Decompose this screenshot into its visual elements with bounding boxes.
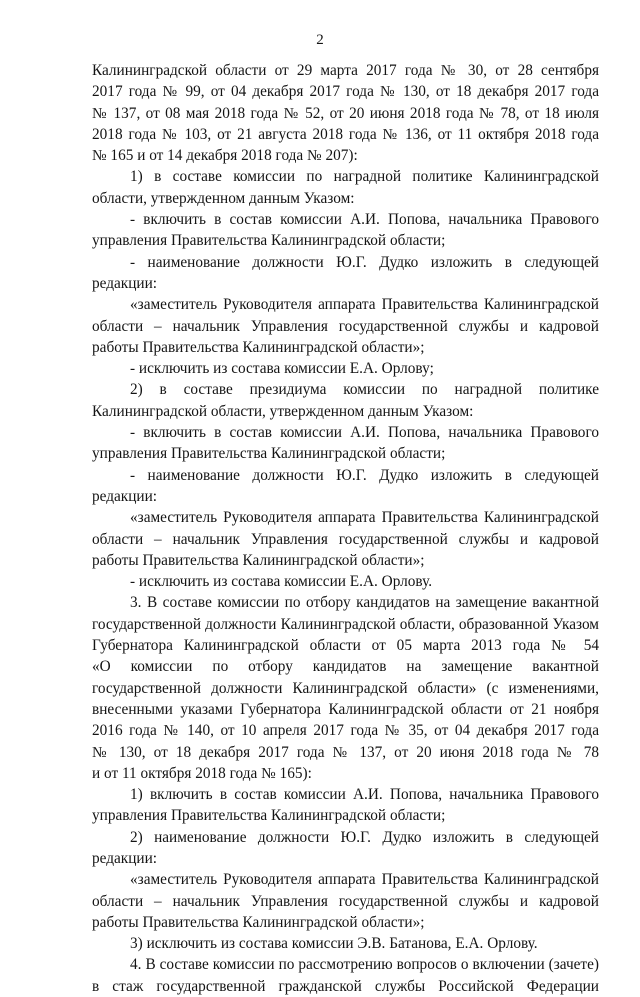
text-line: области – начальник Управления государственной службы и кадровой: [92, 317, 599, 335]
text-line: № 130, от 18 декабря 2017 года № 137, от 20 июня 2018 года № 78: [92, 743, 599, 761]
text-line: Калининградской области от 29 марта 2017 года № 30, от 28 сентября: [92, 62, 599, 79]
page-number: 2: [316, 32, 324, 48]
text-line: редакции:: [92, 274, 158, 292]
text-line: внесенными указами Губернатора Калининградской области от 21 ноября: [92, 700, 599, 718]
text-line: - наименование должности Ю.Г. Дудко изложить в следующей: [130, 253, 599, 271]
text-line: 2) наименование должности Ю.Г. Дудко изложить в следующей: [130, 828, 599, 846]
text-line: 2017 года № 99, от 04 декабря 2017 года № 130, от 18 декабря 2017 года: [92, 83, 599, 101]
text-line: «О комиссии по отбору кандидатов на замещение вакантной: [92, 658, 599, 676]
document-body: [92, 60, 599, 997]
text-line: - исключить из состава комиссии Е.А. Орлову.: [130, 573, 433, 591]
text-line: Губернатора Калининградской области от 05 марта 2013 года № 54: [92, 637, 599, 655]
text-line: государственной должности Калининградской области, образованной Указом: [92, 615, 599, 633]
text-line: - наименование должности Ю.Г. Дудко изложить в следующей: [130, 466, 599, 484]
text-line: - исключить из состава комиссии Е.А. Орлову;: [130, 360, 434, 378]
text-line: 1) в составе комиссии по наградной политике Калининградской: [130, 168, 599, 186]
text-line: области – начальник Управления государственной службы и кадровой: [92, 530, 599, 548]
text-line: управления Правительства Калининградской области;: [92, 807, 446, 825]
text-line: 1) включить в состав комиссии А.И. Попова, начальника Правового: [130, 786, 599, 804]
text-line: области – начальник Управления государственной службы и кадровой: [92, 892, 599, 910]
text-line: управления Правительства Калининградской области;: [92, 232, 446, 250]
text-line: «заместитель Руководителя аппарата Правительства Калининградской: [130, 296, 599, 314]
text-line: 2016 года № 140, от 10 апреля 2017 года № 35, от 04 декабря 2017 года: [92, 722, 599, 740]
text-line: работы Правительства Калининградской области»;: [92, 913, 425, 931]
text-line: 3) исключить из состава комиссии Э.В. Батанова, Е.А. Орлову.: [130, 935, 538, 953]
text-line: 2) в составе президиума комиссии по наградной политике: [130, 381, 599, 399]
text-line: государственной должности Калининградской области» (с изменениями,: [92, 679, 599, 697]
text-line: - включить в состав комиссии А.И. Попова, начальника Правового: [130, 424, 599, 442]
text-line: 3. В составе комиссии по отбору кандидатов на замещение вакантной: [130, 594, 599, 612]
text-line: «заместитель Руководителя аппарата Правительства Калининградской: [130, 509, 599, 527]
text-line: управления Правительства Калининградской области;: [92, 445, 446, 463]
text-line: № 165 и от 14 декабря 2018 года № 207):: [92, 147, 358, 165]
text-line: редакции:: [92, 487, 158, 505]
text-line: 4. В составе комиссии по рассмотрению вопросов о включении (зачете): [130, 956, 599, 974]
text-line: - включить в состав комиссии А.И. Попова, начальника Правового: [130, 211, 599, 229]
text-line: Калининградской области, утвержденном данным Указом:: [92, 402, 474, 420]
text-line: «заместитель Руководителя аппарата Правительства Калининградской: [130, 871, 599, 889]
text-line: в стаж государственной гражданской службы Российской Федерации: [92, 977, 599, 995]
text-line: редакции:: [92, 849, 158, 867]
text-line: 2018 года № 103, от 21 августа 2018 года № 136, от 11 октября 2018 года: [92, 125, 599, 143]
text-line: работы Правительства Калининградской области»;: [92, 551, 425, 569]
text-line: работы Правительства Калининградской области»;: [92, 338, 425, 356]
text-line: № 137, от 08 мая 2018 года № 52, от 20 июня 2018 года № 78, от 18 июля: [92, 104, 599, 122]
text-line: области, утвержденном данным Указом:: [92, 189, 355, 207]
text-line: и от 11 октября 2018 года № 165):: [92, 764, 312, 782]
